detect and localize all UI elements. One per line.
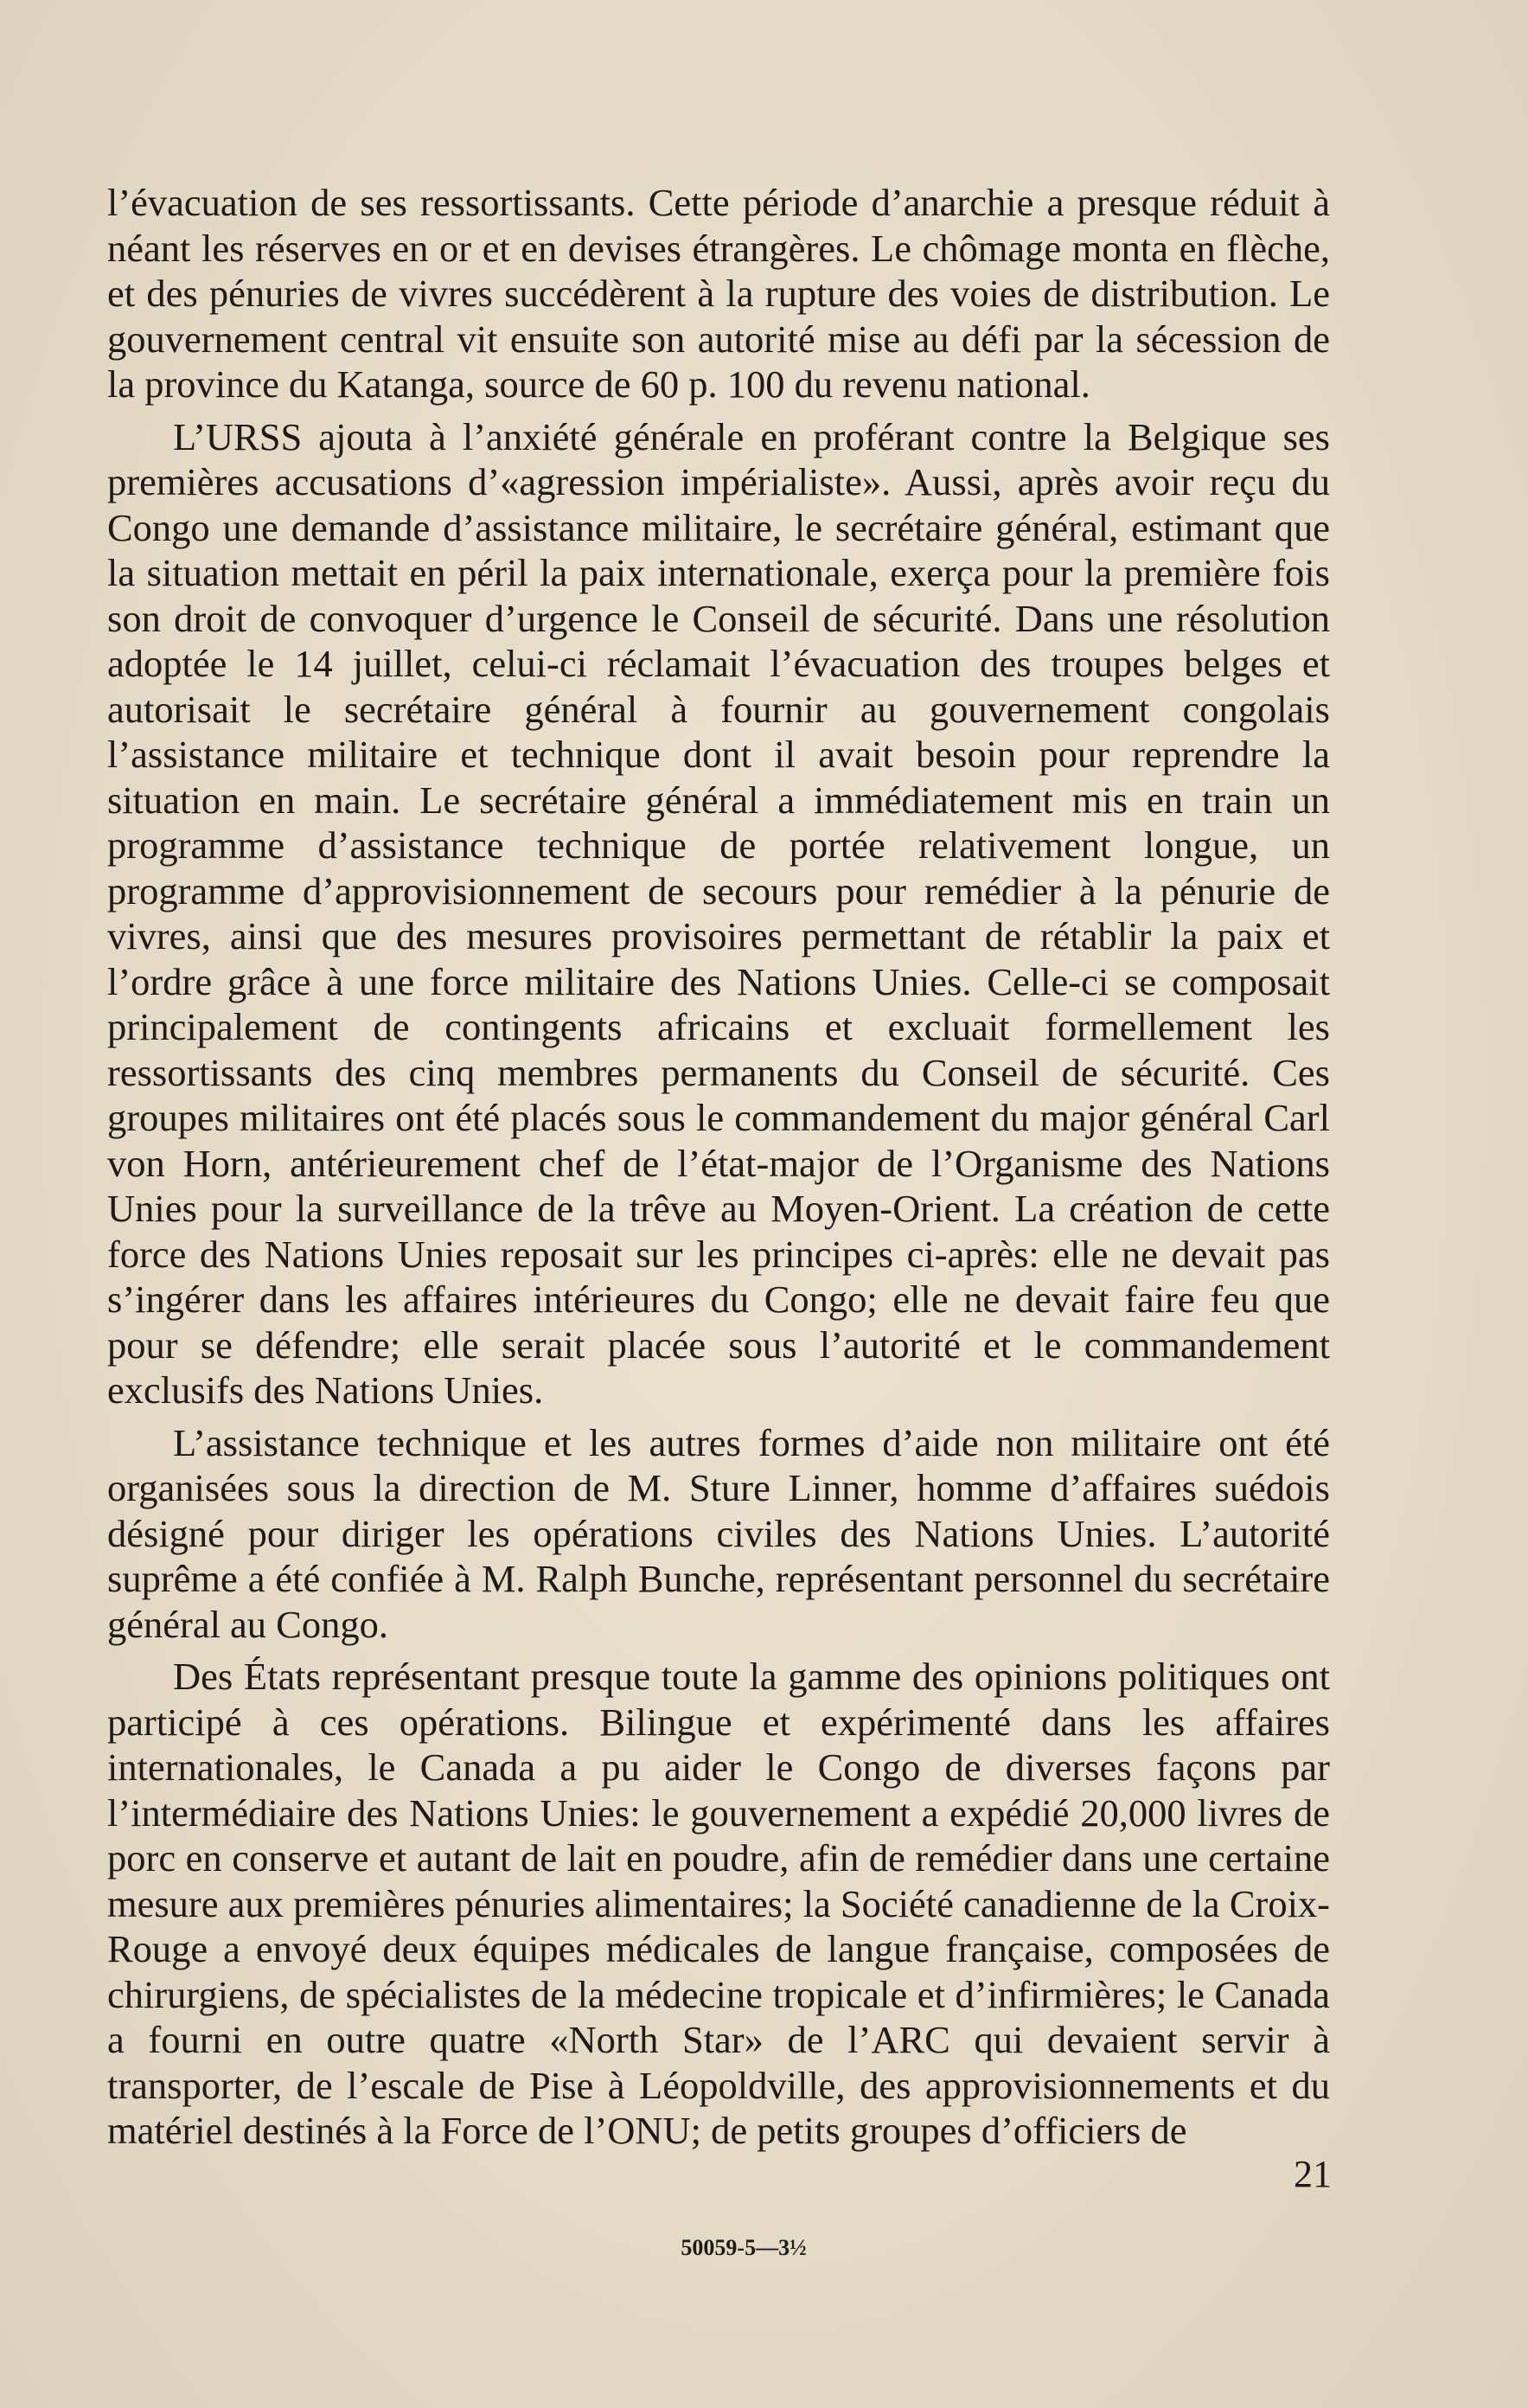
page-number: 21: [1294, 2153, 1332, 2195]
paragraph-3: L’assistance technique et les autres formes d’aide non militaire ont été organisées sous la direction de M. Sture Linner, homme d’affaires suédois désigné pour diriger les opérations civiles des Nations Unies. L’autorité suprême a été confiée à M. Ralph Bunche, représentant personnel du secrétaire général au Congo.: [107, 1420, 1330, 1646]
body-text: [107, 180, 1330, 2161]
paragraph-4: Des États représentant presque toute la gamme des opinions politiques ont participé à ces opérations. Bilingue et expérimenté dans les affaires internationales, le Canada a pu aider le Congo de diverses façons par l’intermédiaire des Nations Unies: le gouvernement a expédié 20,000 livres de porc en conserve et autant de lait en poudre, afin de remédier dans une certaine mesure aux premières pénuries alimentaires; la Société canadienne de la Croix-Rouge a envoyé deux équipes médicales de langue française, composées de chirurgiens, de spécialistes de la médecine tropicale et d’infirmières; le Canada a fourni en outre quatre «North Star» de l’ARC qui devaient servir à transporter, de l’escale de Pise à Léopoldville, des approvisionnements et du matériel destinés à la Force de l’ONU; de petits groupes d’officiers de: [107, 1655, 1330, 2152]
print-code: 50059-5—3½: [681, 2235, 807, 2260]
paragraph-2: L’URSS ajouta à l’anxiété générale en proférant contre la Belgique ses premières accusations d’«agression impérialiste». Aussi, après avoir reçu du Congo une demande d’assistance militaire, le secrétaire général, estimant que la situation mettait en péril la paix internationale, exerça pour la première fois son droit de convoquer d’urgence le Conseil de sécurité. Dans une résolution adoptée le 14 juillet, celui-ci réclamait l’évacuation des troupes belges et autorisait le secrétaire général à fournir au gouvernement congolais l’assistance militaire et technique dont il avait besoin pour reprendre la situation en main. Le secrétaire général a immédiatement mis en train un programme d’assistance technique de portée relativement longue, un programme d’approvisionnement de secours pour remédier à la pénurie de vivres, ainsi que des mesures provisoires permettant de rétablir la paix et l’ordre grâce à une force militaire des Nations Unies. Celle-ci se composait principalement de contingents africains et excluait formellement les ressortissants des cinq membres permanents du Conseil de sécurité. Ces groupes militaires ont été placés sous le commandement du major général Carl von Horn, antérieurement chef de l’état-major de l’Organisme des Nations Unies pour la surveillance de la trêve au Moyen-Orient. La création de cette force des Nations Unies reposait sur les principes ci-après: elle ne devait pas s’ingérer dans les affaires intérieures du Congo; elle ne devait faire feu que pour se défendre; elle serait placée sous l’autorité et le commandement exclusifs des Nations Unies.: [107, 414, 1330, 1412]
paragraph-1: l’évacuation de ses ressortissants. Cette période d’anarchie a presque réduit à néant les réserves en or et en devises étrangères. Le chômage monta en flèche, et des pénuries de vivres succédèrent à la rupture des voies de distribution. Le gouvernement central vit ensuite son autorité mise au défi par la sécession de la province du Katanga, source de 60 p. 100 du revenu national.: [107, 181, 1330, 406]
